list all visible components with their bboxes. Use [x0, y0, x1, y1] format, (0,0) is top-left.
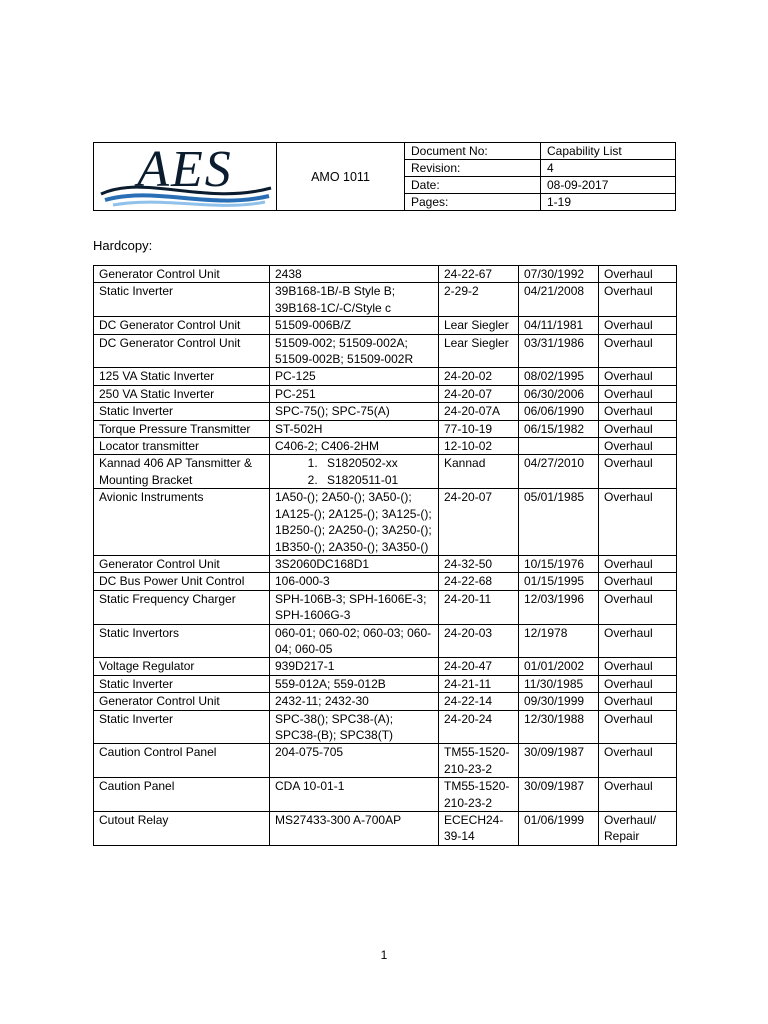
date-cell: 30/09/1987 — [519, 744, 599, 778]
part-number-cell: 2438 — [270, 266, 439, 283]
action-cell: Overhaul — [599, 624, 677, 658]
ata-reference-cell: 2-29-2 — [439, 283, 519, 317]
table-row — [94, 658, 677, 675]
ata-reference-cell: TM55-1520-210-23-2 — [439, 778, 519, 812]
action-cell: Overhaul — [599, 385, 677, 402]
part-number-list-item: 2. S1820511-01 — [321, 472, 433, 488]
table-row — [94, 590, 677, 624]
date-cell: 04/27/2010 — [519, 455, 599, 489]
description-cell: 125 VA Static Inverter — [94, 368, 270, 385]
document-no-value: Capability List — [541, 143, 676, 160]
description-cell: DC Generator Control Unit — [94, 334, 270, 368]
ata-reference-cell: TM55-1520-210-23-2 — [439, 744, 519, 778]
date-cell: 05/01/1985 — [519, 489, 599, 556]
description-cell: Generator Control Unit — [94, 555, 270, 572]
logo-wordmark: AES — [137, 140, 233, 198]
section-label: Hardcopy: — [93, 238, 153, 253]
pages-value: 1-19 — [541, 194, 676, 211]
description-cell: DC Generator Control Unit — [94, 317, 270, 334]
table-row — [94, 455, 677, 489]
ata-reference-cell: 24-22-14 — [439, 693, 519, 710]
date-value: 08-09-2017 — [541, 177, 676, 194]
date-cell: 12/1978 — [519, 624, 599, 658]
part-number-cell: 39B168-1B/-B Style B; 39B168-1C/-C/Style c — [270, 283, 439, 317]
table-row — [94, 710, 677, 744]
description-cell: Static Inverter — [94, 710, 270, 744]
action-cell: Overhaul — [599, 420, 677, 437]
table-row — [94, 778, 677, 812]
description-cell: Avionic Instruments — [94, 489, 270, 556]
date-cell: 04/11/1981 — [519, 317, 599, 334]
revision-value: 4 — [541, 160, 676, 177]
action-cell: Overhaul — [599, 438, 677, 455]
document-no-label: Document No: — [405, 143, 541, 160]
description-cell: Static Inverter — [94, 283, 270, 317]
ata-reference-cell: 12-10-02 — [439, 438, 519, 455]
description-cell: Caution Panel — [94, 778, 270, 812]
table-row — [94, 744, 677, 778]
page-number: 1 — [380, 948, 388, 962]
date-cell: 10/15/1976 — [519, 555, 599, 572]
table-row — [94, 334, 677, 368]
date-cell: 07/30/1992 — [519, 266, 599, 283]
table-row — [94, 385, 677, 402]
action-cell: Overhaul — [599, 744, 677, 778]
logo-cell — [94, 140, 277, 211]
ata-reference-cell: 77-10-19 — [439, 420, 519, 437]
action-cell: Overhaul — [599, 403, 677, 420]
table-row — [94, 420, 677, 437]
description-cell: Locator transmitter — [94, 438, 270, 455]
action-cell: Overhaul — [599, 675, 677, 692]
ata-reference-cell: 24-20-11 — [439, 590, 519, 624]
date-cell: 08/02/1995 — [519, 368, 599, 385]
date-cell: 12/30/1988 — [519, 710, 599, 744]
date-cell: 12/03/1996 — [519, 590, 599, 624]
part-number-cell: 2432-11; 2432-30 — [270, 693, 439, 710]
description-cell: DC Bus Power Unit Control — [94, 573, 270, 590]
part-number-cell: 51509-006B/Z — [270, 317, 439, 334]
description-cell: Static Inverter — [94, 403, 270, 420]
date-cell: 03/31/1986 — [519, 334, 599, 368]
date-cell: 01/01/2002 — [519, 658, 599, 675]
part-number-cell: 060-01; 060-02; 060-03; 060-04; 060-05 — [270, 624, 439, 658]
table-row — [94, 283, 677, 317]
date-cell: 11/30/1985 — [519, 675, 599, 692]
date-cell: 06/30/2006 — [519, 385, 599, 402]
part-number-cell: 51509-002; 51509-002A; 51509-002B; 51509-002R — [270, 334, 439, 368]
table-row — [94, 812, 677, 846]
action-cell: Overhaul — [599, 573, 677, 590]
ata-reference-cell: Lear Siegler — [439, 334, 519, 368]
table-row — [94, 555, 677, 572]
ata-reference-cell: 24-20-47 — [439, 658, 519, 675]
description-cell: Kannad 406 AP Tansmitter & Mounting Bracket — [94, 455, 270, 489]
action-cell: Overhaul — [599, 658, 677, 675]
amo-number: AMO 1011 — [277, 143, 405, 211]
part-number-cell: PC-125 — [270, 368, 439, 385]
table-row — [94, 693, 677, 710]
table-row — [94, 675, 677, 692]
action-cell: Overhaul — [599, 555, 677, 572]
part-number-cell: SPC-75(); SPC-75(A) — [270, 403, 439, 420]
table-row — [94, 438, 677, 455]
date-cell — [519, 438, 599, 455]
ata-reference-cell: 24-20-07 — [439, 385, 519, 402]
action-cell: Overhaul — [599, 368, 677, 385]
action-cell: Overhaul — [599, 590, 677, 624]
table-row — [94, 624, 677, 658]
table-row — [94, 368, 677, 385]
table-row — [94, 403, 677, 420]
description-cell: Generator Control Unit — [94, 693, 270, 710]
description-cell: Static Invertors — [94, 624, 270, 658]
description-cell: Static Inverter — [94, 675, 270, 692]
description-cell: Voltage Regulator — [94, 658, 270, 675]
ata-reference-cell: ECECH24-39-14 — [439, 812, 519, 846]
date-cell: 04/21/2008 — [519, 283, 599, 317]
date-cell: 01/15/1995 — [519, 573, 599, 590]
part-number-list-item: 1. S1820502-xx — [321, 455, 433, 471]
date-cell: 30/09/1987 — [519, 778, 599, 812]
part-number-cell: C406-2; C406-2HM — [270, 438, 439, 455]
description-cell: Torque Pressure Transmitter — [94, 420, 270, 437]
part-number-cell: 559-012A; 559-012B — [270, 675, 439, 692]
ata-reference-cell: Lear Siegler — [439, 317, 519, 334]
date-cell: 06/15/1982 — [519, 420, 599, 437]
description-cell: Generator Control Unit — [94, 266, 270, 283]
action-cell: Overhaul — [599, 455, 677, 489]
ata-reference-cell: 24-21-11 — [439, 675, 519, 692]
ata-reference-cell: Kannad — [439, 455, 519, 489]
document-header-table — [93, 142, 676, 211]
part-number-cell: PC-251 — [270, 385, 439, 402]
ata-reference-cell: 24-22-67 — [439, 266, 519, 283]
date-label: Date: — [405, 177, 541, 194]
action-cell: Overhaul — [599, 266, 677, 283]
capability-table-body — [94, 266, 677, 846]
description-cell: Cutout Relay — [94, 812, 270, 846]
part-number-cell: SPH-106B-3; SPH-1606E-3; SPH-1606G-3 — [270, 590, 439, 624]
date-cell: 06/06/1990 — [519, 403, 599, 420]
company-logo — [95, 140, 275, 210]
table-row — [94, 573, 677, 590]
part-number-cell: 939D217-1 — [270, 658, 439, 675]
part-number-cell — [270, 455, 439, 489]
table-row — [94, 317, 677, 334]
ata-reference-cell: 24-20-07 — [439, 489, 519, 556]
part-number-cell: 3S2060DC168D1 — [270, 555, 439, 572]
table-row — [94, 266, 677, 283]
part-number-cell: SPC-38(); SPC38-(A); SPC38-(B); SPC38(T) — [270, 710, 439, 744]
description-cell: 250 VA Static Inverter — [94, 385, 270, 402]
action-cell: Overhaul — [599, 778, 677, 812]
part-number-cell: 1A50-(); 2A50-(); 3A50-(); 1A125-(); 2A125-(); 3A125-(); 1B250-(); 2A250-(); 3A250-(); 1B350-(); 2A350-(); 3A350-() — [270, 489, 439, 556]
action-cell: Overhaul — [599, 283, 677, 317]
part-number-cell: MS27433-300 A-700AP — [270, 812, 439, 846]
ata-reference-cell: 24-20-02 — [439, 368, 519, 385]
ata-reference-cell: 24-20-24 — [439, 710, 519, 744]
part-number-cell: ST-502H — [270, 420, 439, 437]
action-cell: Overhaul — [599, 334, 677, 368]
action-cell: Overhaul — [599, 317, 677, 334]
ata-reference-cell: 24-20-03 — [439, 624, 519, 658]
capability-table — [93, 265, 677, 846]
action-cell: Overhaul — [599, 693, 677, 710]
date-cell: 09/30/1999 — [519, 693, 599, 710]
revision-label: Revision: — [405, 160, 541, 177]
description-cell: Static Frequency Charger — [94, 590, 270, 624]
table-row — [94, 489, 677, 556]
ata-reference-cell: 24-20-07A — [439, 403, 519, 420]
part-number-list — [275, 455, 433, 488]
part-number-cell: 204-075-705 — [270, 744, 439, 778]
part-number-cell: 106-000-3 — [270, 573, 439, 590]
pages-label: Pages: — [405, 194, 541, 211]
action-cell: Overhaul/ Repair — [599, 812, 677, 846]
ata-reference-cell: 24-32-50 — [439, 555, 519, 572]
date-cell: 01/06/1999 — [519, 812, 599, 846]
action-cell: Overhaul — [599, 489, 677, 556]
action-cell: Overhaul — [599, 710, 677, 744]
ata-reference-cell: 24-22-68 — [439, 573, 519, 590]
part-number-cell: CDA 10-01-1 — [270, 778, 439, 812]
description-cell: Caution Control Panel — [94, 744, 270, 778]
